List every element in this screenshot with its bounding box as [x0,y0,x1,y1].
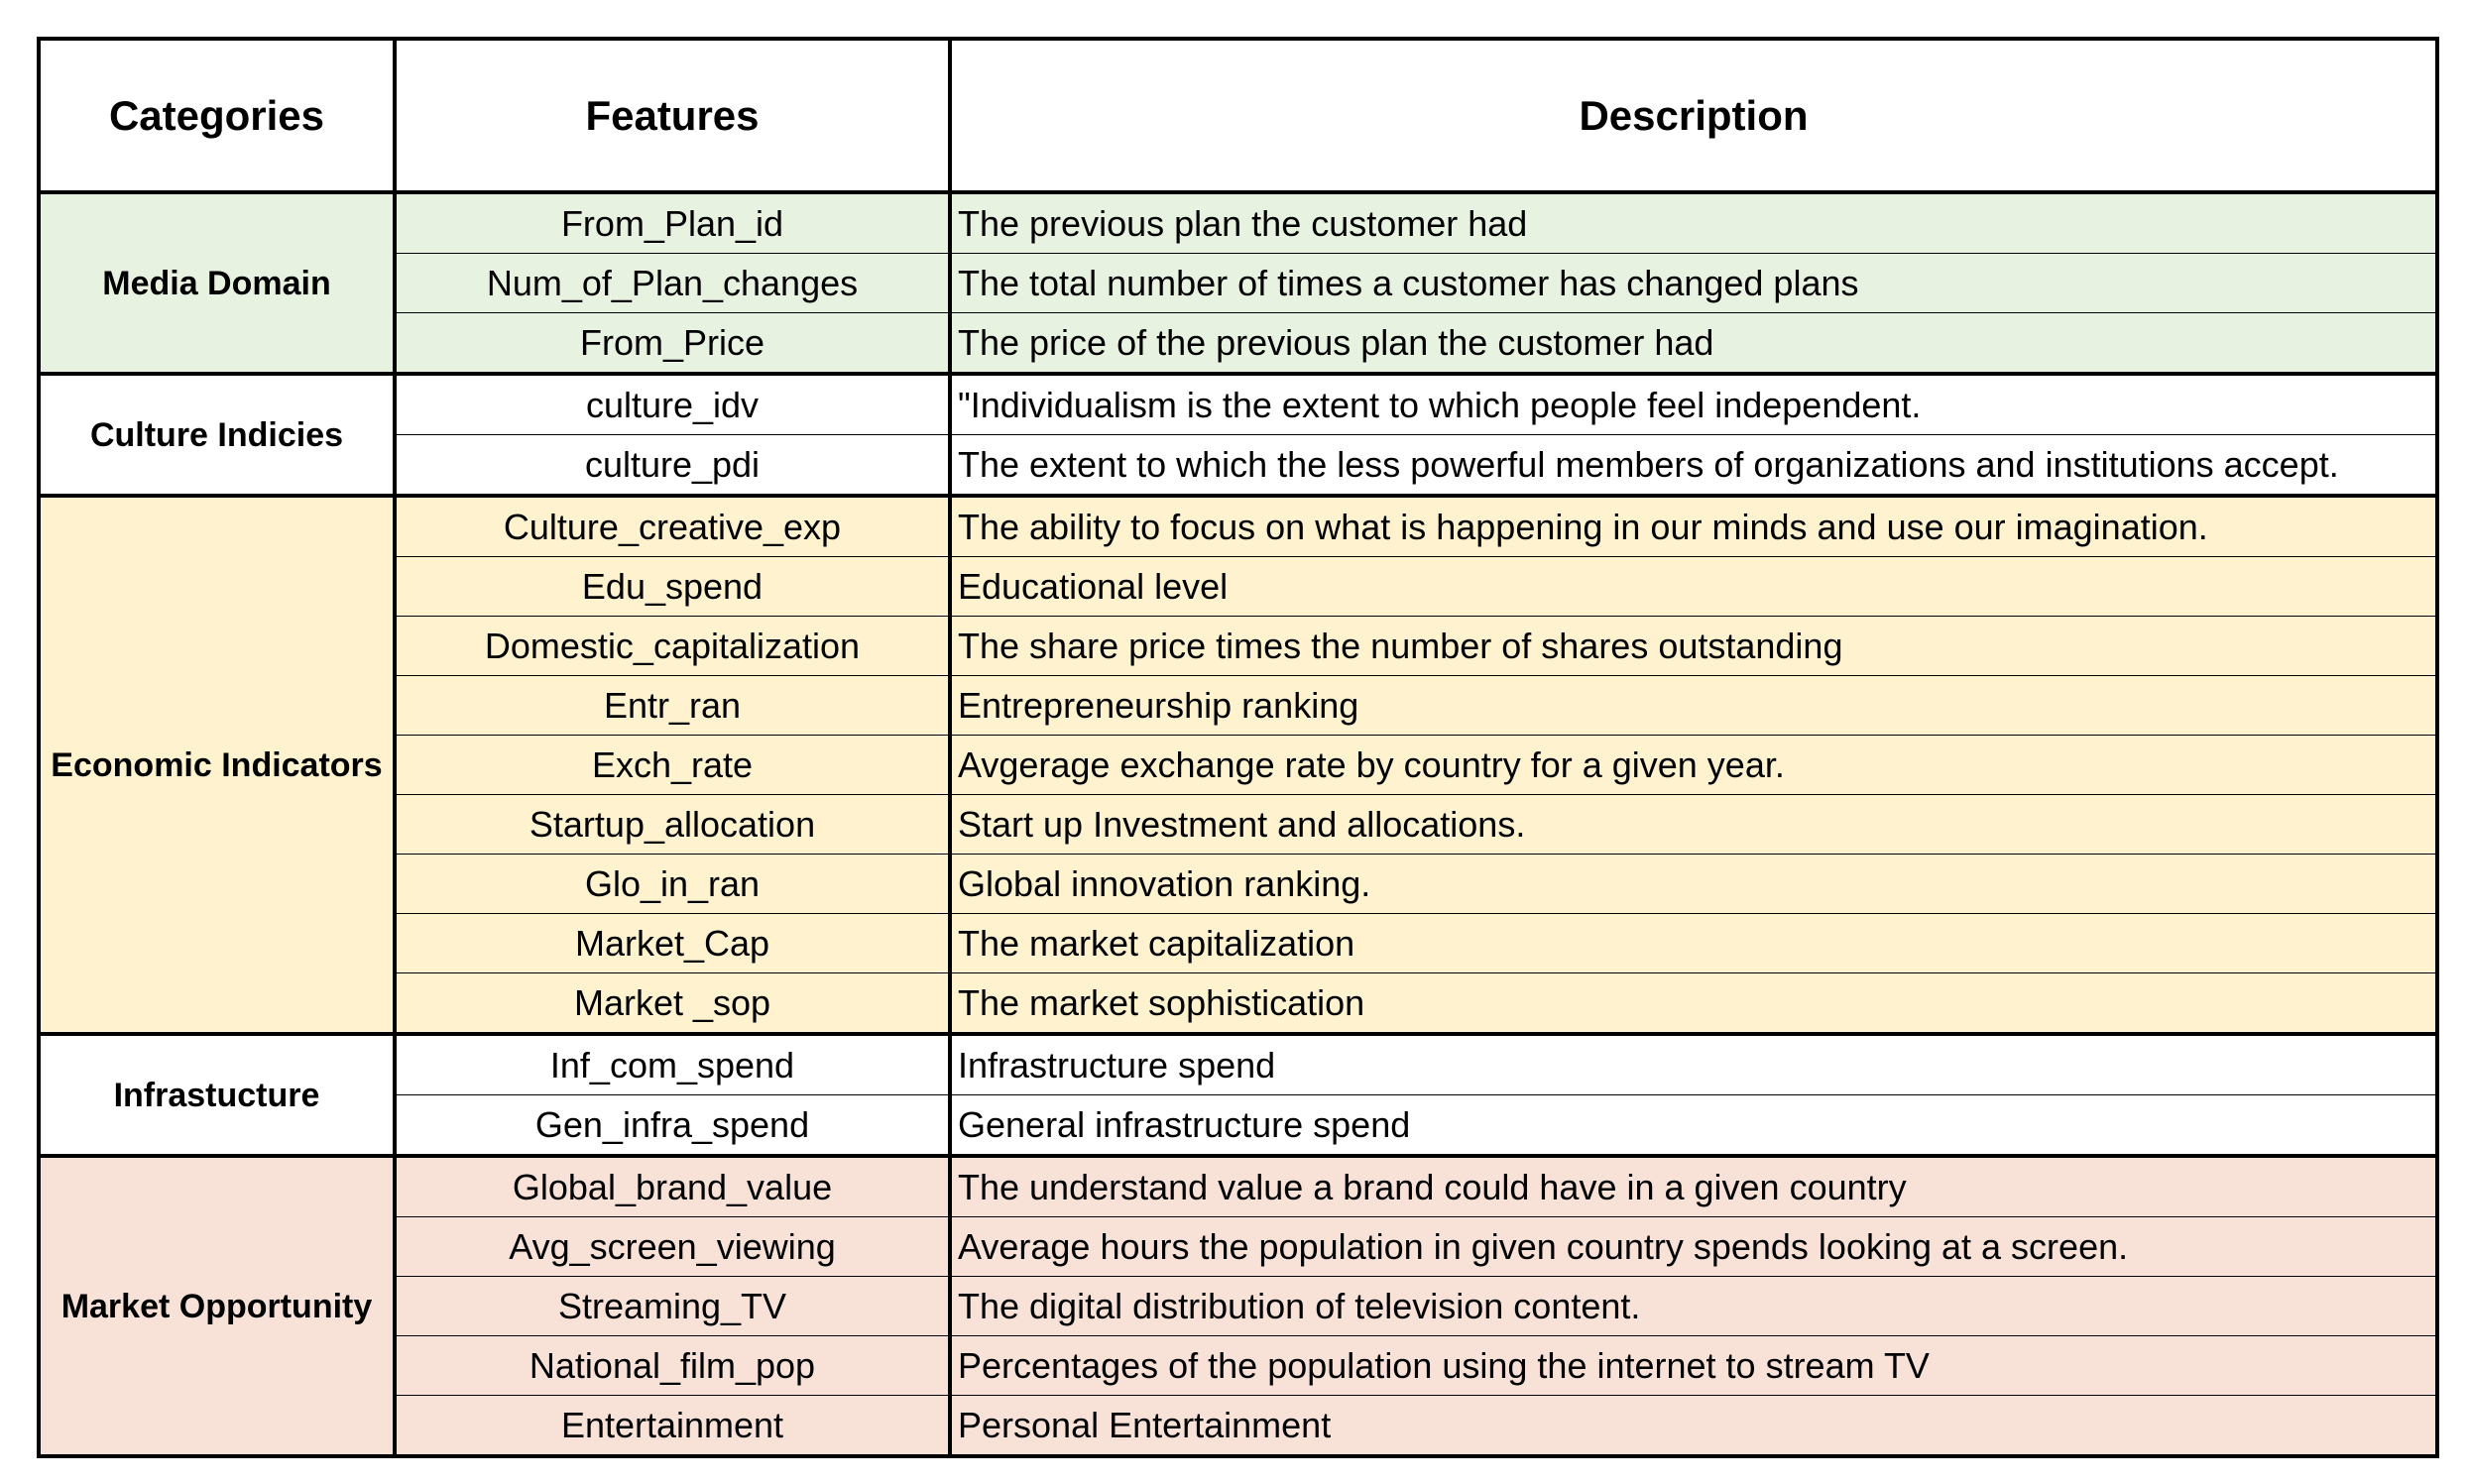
table-row [39,192,2437,254]
feature-cell: Exch_rate [395,736,950,795]
table-row [39,1034,2437,1095]
description-cell: Start up Investment and allocations. [950,795,2437,855]
table-row [39,1095,2437,1157]
feature-cell: Entertainment [395,1396,950,1457]
category-culture-indicies: Culture Indicies [39,374,395,496]
feature-cell: Inf_com_spend [395,1034,950,1095]
table-row [39,374,2437,435]
description-cell: The price of the previous plan the customer had [950,313,2437,375]
category-infrastucture: Infrastucture [39,1034,395,1156]
table-row [39,617,2437,676]
table-row [39,1217,2437,1277]
header-row [39,39,2437,192]
table-row [39,1336,2437,1396]
feature-cell: Culture_creative_exp [395,496,950,557]
description-cell: Global innovation ranking. [950,855,2437,914]
feature-cell: Domestic_capitalization [395,617,950,676]
table-row [39,973,2437,1035]
feature-cell: Gen_infra_spend [395,1095,950,1157]
feature-cell: Global_brand_value [395,1156,950,1217]
description-cell: Percentages of the population using the internet to stream TV [950,1336,2437,1396]
description-cell: Entrepreneurship ranking [950,676,2437,736]
feature-cell: National_film_pop [395,1336,950,1396]
feature-cell: From_Plan_id [395,192,950,254]
table-row [39,1277,2437,1336]
feature-cell: Market_Cap [395,914,950,973]
feature-cell: From_Price [395,313,950,375]
description-cell: The ability to focus on what is happening in our minds and use our imagination. [950,496,2437,557]
description-cell: Personal Entertainment [950,1396,2437,1457]
table-row [39,557,2437,617]
table-row [39,795,2437,855]
description-cell: The digital distribution of television content. [950,1277,2437,1336]
feature-cell: Startup_allocation [395,795,950,855]
feature-cell: Edu_spend [395,557,950,617]
description-cell: The previous plan the customer had [950,192,2437,254]
table-row [39,736,2437,795]
description-cell: The understand value a brand could have in a given country [950,1156,2437,1217]
description-cell: Educational level [950,557,2437,617]
table-row [39,676,2437,736]
feature-cell: Avg_screen_viewing [395,1217,950,1277]
feature-table [37,37,2439,1458]
table-row [39,1156,2437,1217]
header-description: Description [950,39,2437,192]
description-cell: General infrastructure spend [950,1095,2437,1157]
feature-cell: Num_of_Plan_changes [395,254,950,313]
header-categories: Categories [39,39,395,192]
description-cell: "Individualism is the extent to which people feel independent. [950,374,2437,435]
header-features: Features [395,39,950,192]
feature-cell: culture_pdi [395,435,950,497]
description-cell: The market sophistication [950,973,2437,1035]
description-cell: The total number of times a customer has changed plans [950,254,2437,313]
feature-cell: Market _sop [395,973,950,1035]
feature-cell: Streaming_TV [395,1277,950,1336]
feature-cell: Glo_in_ran [395,855,950,914]
description-cell: Infrastructure spend [950,1034,2437,1095]
description-cell: Average hours the population in given country spends looking at a screen. [950,1217,2437,1277]
table-row [39,914,2437,973]
category-economic-indicators: Economic Indicators [39,496,395,1034]
category-market-opportunity: Market Opportunity [39,1156,395,1456]
description-cell: Avgerage exchange rate by country for a given year. [950,736,2437,795]
table-row [39,855,2437,914]
feature-cell: culture_idv [395,374,950,435]
table-row [39,254,2437,313]
description-cell: The extent to which the less powerful members of organizations and institutions accept. [950,435,2437,497]
category-media-domain: Media Domain [39,192,395,374]
description-cell: The share price times the number of shares outstanding [950,617,2437,676]
table-row [39,496,2437,557]
description-cell: The market capitalization [950,914,2437,973]
table-row [39,435,2437,497]
table-row [39,1396,2437,1457]
table-row [39,313,2437,375]
feature-cell: Entr_ran [395,676,950,736]
